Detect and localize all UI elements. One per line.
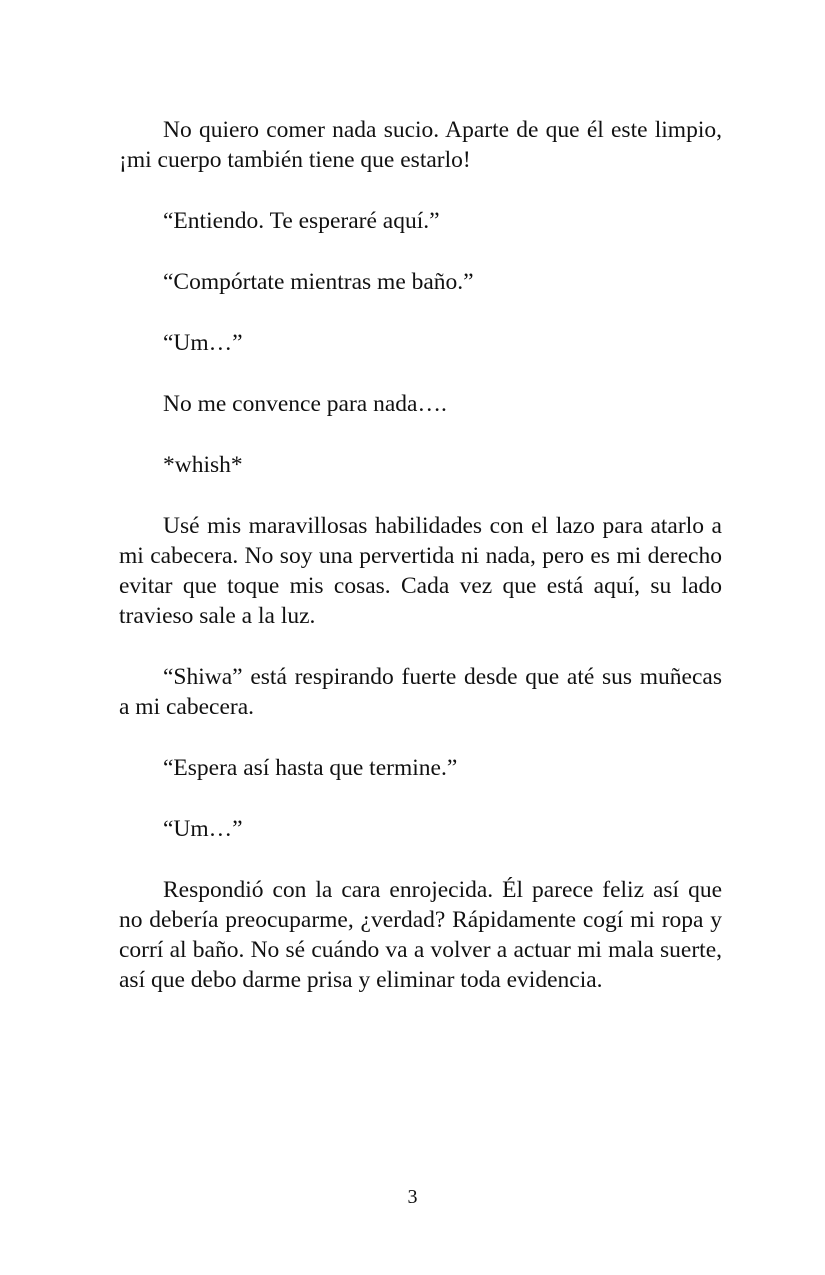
page-number: 3: [407, 1186, 418, 1208]
paragraph-3: “Compórtate mientras me baño.”: [163, 269, 474, 295]
paragraph-7: Usé mis maravillosas habilidades con el lazo para atarlo a mi cabecera. No soy una pervertida ni nada, pero es mi derecho evitar que toque mis cosas. Cada vez que está aquí, su lado travieso sale a la luz.: [119, 513, 722, 629]
body-text: [119, 115, 722, 1026]
paragraph-6: *whish*: [163, 452, 243, 478]
paragraph-8: “Shiwa” está respirando fuerte desde que até sus muñecas a mi cabecera.: [119, 664, 722, 720]
paragraph-9: “Espera así hasta que termine.”: [163, 755, 458, 781]
paragraph-11: Respondió con la cara enrojecida. Él parece feliz así que no debería preocuparme, ¿verdad? Rápidamente cogí mi ropa y corrí al baño. No sé cuándo va a volver a actuar mi mala suerte, así que debo darme prisa y eliminar toda evidencia.: [119, 877, 722, 993]
paragraph-2: “Entiendo. Te esperaré aquí.”: [163, 208, 440, 234]
paragraph-10: “Um…”: [163, 816, 243, 842]
paragraph-4: “Um…”: [163, 330, 243, 356]
paragraph-1: No quiero comer nada sucio. Aparte de que él este limpio, ¡mi cuerpo también tiene que estarlo!: [119, 117, 722, 173]
paragraph-5: No me convence para nada….: [163, 391, 447, 417]
